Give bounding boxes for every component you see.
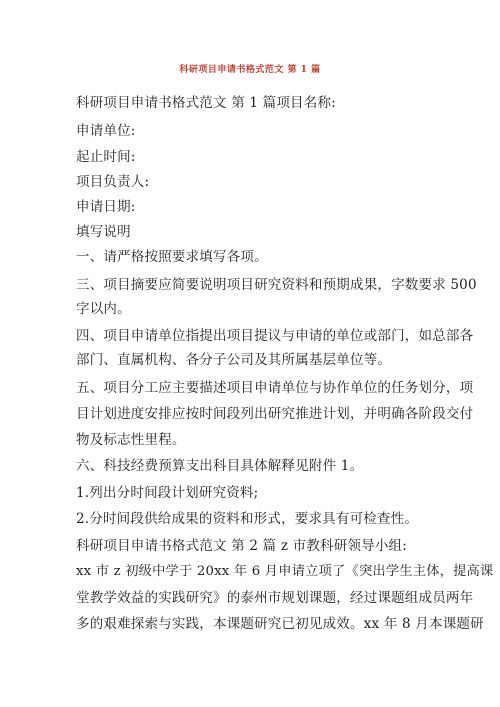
line-article-2-body-3: 多的艰难探索与实践，本课题研究已初见成效。xx 年 8 月本课题研 [76, 616, 484, 632]
line-item-1: 1.列出分时间段计划研究资料; [76, 485, 259, 501]
line-instructions-heading: 填写说明 [76, 224, 131, 240]
line-start-end-time: 起止时间: [76, 149, 136, 165]
line-application-date: 申请日期: [76, 199, 136, 215]
line-instruction-4a: 四、项目申请单位指提出项目提议与申请的单位或部门，如总部各 [76, 328, 474, 344]
line-article-2-body-1: xx 市 z 初级中学于 20xx 年 6 月申请立项了《突出学生主体，提高课 [76, 564, 494, 579]
line-article-2-heading: 科研项目申请书格式范文 第 2 篇 z 市教科研领导小组: [76, 538, 408, 554]
line-instruction-3a: 三、项目摘要应简要说明项目研究资料和预期成果，字数要求 500 [76, 277, 477, 293]
line-project-leader: 项目负责人: [76, 174, 150, 190]
line-instruction-3b: 字以内。 [76, 301, 131, 317]
line-article-2-body-2: 堂教学效益的实践研究》的泰州市规划课题，经过课题组成员两年 [76, 590, 474, 606]
line-instruction-4b: 部门、直属机构、各分子公司及其所属基层单位等。 [76, 352, 392, 368]
line-item-2: 2.分时间段供给成果的资料和形式，要求具有可检查性。 [76, 511, 419, 527]
line-instruction-5c: 物及标志性里程。 [76, 432, 186, 448]
line-instruction-5a: 五、项目分工应主要描述项目申请单位与协作单位的任务划分，项 [76, 380, 474, 396]
document-title: 科研项目申请书格式范文 第 1 篇 [179, 65, 321, 75]
line-instruction-5b: 目计划进度安排应按时间段列出研究推进计划，并明确各阶段交付 [76, 406, 474, 422]
line-instruction-6: 六、科技经费预算支出科目具体解释见附件 1。 [76, 458, 364, 474]
line-project-name: 科研项目申请书格式范文 第 1 篇项目名称: [76, 95, 336, 111]
line-applicant-unit: 申请单位: [76, 123, 136, 139]
line-instruction-1: 一、请严格按照要求填写各项。 [76, 249, 268, 265]
